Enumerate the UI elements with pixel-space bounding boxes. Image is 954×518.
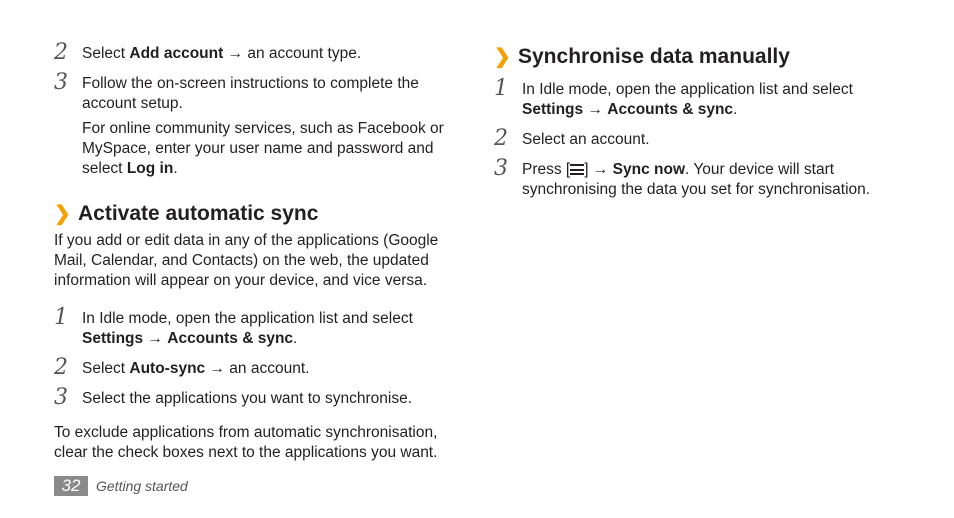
- step-text-post: → an account type.: [223, 45, 362, 62]
- sync-now-label: Sync now: [612, 161, 686, 178]
- step-text-pre: Select: [82, 45, 130, 62]
- step-text: [82, 309, 446, 349]
- step-open-settings: [54, 305, 446, 349]
- step-text-pre: Press [: [522, 161, 571, 178]
- auto-sync-label: Auto-sync: [129, 360, 206, 377]
- note-text-pre: For online community services, such as Facebook or MySpace, enter your user name and password and select: [82, 120, 444, 177]
- step-add-account: [54, 40, 446, 65]
- step-select-account: [494, 126, 894, 151]
- step-auto-sync: [54, 355, 446, 380]
- section-title: Synchronise data manually: [518, 45, 790, 68]
- menu-key-icon: [570, 164, 584, 175]
- section-outro: To exclude applications from automatic synchronisation, clear the check boxes next to the applications you want.: [54, 424, 438, 461]
- accounts-sync-label: Accounts & sync: [167, 330, 294, 347]
- section-intro: If you add or edit data in any of the applications (Google Mail, Calendar, and Contacts) on the web, the updated information will appear on your device, and vice versa.: [54, 232, 439, 289]
- step-select-apps: [54, 385, 446, 410]
- section-name: Getting started: [96, 478, 188, 494]
- step-text: [82, 44, 446, 64]
- step-number: 2: [54, 355, 68, 380]
- chevron-right-icon: ❯: [54, 203, 71, 225]
- step-number: 2: [54, 40, 68, 65]
- step-text-post: .: [293, 330, 298, 347]
- settings-label: Settings: [522, 101, 584, 118]
- chevron-right-icon: ❯: [494, 46, 511, 68]
- step-text: Follow the on-screen instructions to complete the account setup.: [82, 75, 419, 112]
- step-open-settings: [494, 76, 894, 120]
- step-text-post: .: [733, 101, 738, 118]
- step-follow-instructions: [54, 70, 446, 179]
- step-number: 2: [494, 126, 508, 151]
- step-text: [522, 160, 894, 200]
- step-note: [82, 119, 446, 179]
- step-number: 1: [54, 305, 68, 330]
- right-column: [494, 44, 894, 210]
- add-account-label: Add account: [129, 45, 224, 62]
- section-title: Activate automatic sync: [78, 202, 319, 225]
- note-text-post: .: [173, 160, 178, 177]
- settings-label: Settings: [82, 330, 144, 347]
- page-footer: [54, 476, 188, 496]
- step-number: 3: [494, 156, 508, 181]
- arrow-separator: ] →: [584, 161, 613, 178]
- step-text-pre: In Idle mode, open the application list and select: [82, 310, 413, 327]
- left-column: [54, 40, 446, 481]
- step-text: Select the applications you want to synchronise.: [82, 390, 412, 407]
- section-heading-auto-sync: [54, 201, 446, 227]
- step-number: 3: [54, 70, 68, 95]
- step-text-post: . Your device will start synchronising the data you set for synchronisation.: [522, 161, 871, 198]
- step-text-pre: Select: [82, 360, 130, 377]
- step-text: [522, 80, 894, 120]
- step-text: Select an account.: [522, 131, 650, 148]
- step-text-pre: In Idle mode, open the application list and select: [522, 81, 853, 98]
- step-text: [82, 359, 446, 379]
- step-number: 3: [54, 385, 68, 410]
- arrow-separator: →: [583, 101, 608, 118]
- accounts-sync-label: Accounts & sync: [607, 101, 734, 118]
- page-number: 32: [54, 476, 88, 496]
- log-in-label: Log in: [126, 160, 174, 177]
- step-text-post: → an account.: [205, 360, 310, 377]
- section-heading-manual-sync: [494, 44, 894, 70]
- step-number: 1: [494, 76, 508, 101]
- arrow-separator: →: [143, 330, 168, 347]
- step-sync-now: [494, 156, 894, 200]
